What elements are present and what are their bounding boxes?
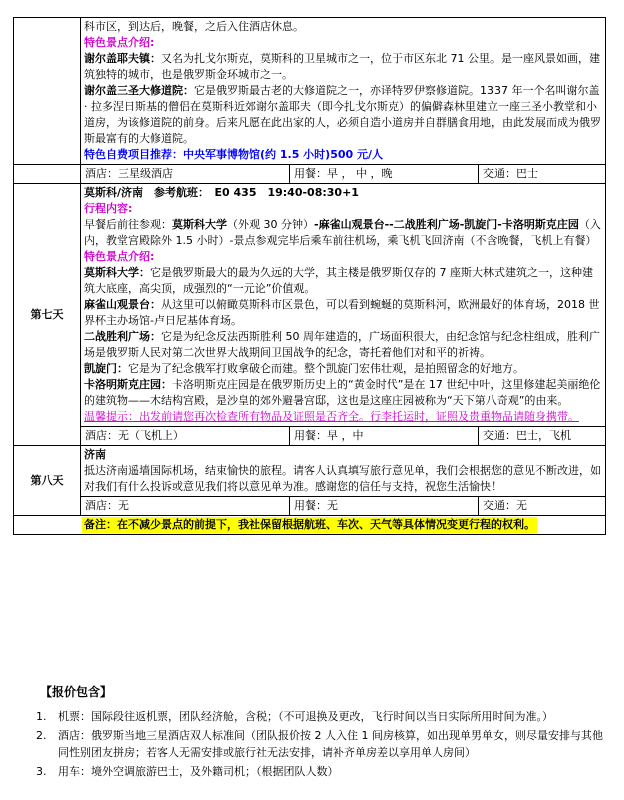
- optional-item: [84, 147, 602, 163]
- day7-info-row: [14, 427, 606, 446]
- day8-info-row: [14, 497, 606, 516]
- meal-info: 用餐：无: [290, 497, 479, 515]
- day6-line1: 科市区，到达后，晚餐，之后入住酒店休息。: [84, 20, 304, 33]
- day7-content: [81, 184, 606, 427]
- hotel-info: 酒店：无: [81, 497, 290, 515]
- list-item: 2. 酒店：俄罗斯当地三星酒店双人标准间（团队报价按 2 人入住 1 间房核算，如出现单男单女，则尽量安排与其他同性别团友拼房；若客人无需安排或旅行社无法安排，请补齐单房差以享用单人房间）: [36, 729, 603, 759]
- day7-schedule: 早餐后前往参观：莫斯科大学（外观 30 分钟）-麻雀山观景台--二战胜利广场-凯旋门-卡洛明斯克庄园（入内，教堂宫殿除外 1.5 小时）-景点参观完毕后乘车前往机场，乘飞机飞回济南（不含晚餐，飞机上有餐）: [84, 218, 601, 247]
- spots-title: 特色景点介绍:: [84, 36, 155, 49]
- spots-title: 特色景点介绍:: [84, 250, 155, 263]
- day7-route: 莫斯科/济南 参考航班： E0 435 19:40-08:30+1: [84, 186, 359, 199]
- content-title: 行程内容:: [84, 202, 133, 215]
- spot-sparrow-hills: 麻雀山观景台：从这里可以俯瞰莫斯科市区景色，可以看到蜿蜒的莫斯科河，欧洲最好的体育场，2018 世界杯主办场馆-卢日尼基体育场。: [84, 298, 600, 327]
- spot-trinity-lavra: [84, 83, 602, 147]
- hotel-info: 酒店：三星级酒店: [81, 165, 290, 183]
- day6-content: [81, 18, 606, 165]
- day8-label: 第八天: [14, 446, 81, 516]
- spot-sergiev-posad: [84, 51, 602, 83]
- spot-name: 谢尔盖耶夫镇：: [84, 52, 161, 65]
- transport-info: 交通：巴士，飞机: [483, 429, 571, 442]
- day7-row: [14, 184, 606, 427]
- optional-label: 特色自费项目推荐：: [84, 148, 183, 161]
- spot-text: 又名为扎戈尔斯克，莫斯科的卫星城市之一，位于市区东北 71 公里。是一座风景如画，建筑独特的城市，也是俄罗斯金环城市之一。: [84, 52, 600, 81]
- itinerary-table: [13, 17, 606, 535]
- spot-msu: 莫斯科大学：它是俄罗斯最大的最为久远的大学，其主楼是俄罗斯仅存的 7 座斯大林式建筑之一，这种建筑大底座，高尖顶，成强烈的“一元论”价值观。: [84, 266, 593, 295]
- change-note: 备注：在不减少景点的前提下，我社保留根据航班、车次、天气等具体情况变更行程的权利。: [84, 518, 535, 531]
- meal-info: 用餐：早 ， 中 ，晚: [290, 165, 479, 183]
- spot-kolomenskoye: 卡洛明斯克庄园：卡洛明斯克庄园是在俄罗斯历史上的“黄金时代”是在 17 世纪中叶，这里修建起美丽绝伦的建筑物——木结构宫殿，是沙皇的郊外避暑宫邸，这也是这座庄园被称为“天下第八奇观”的由来。: [84, 378, 601, 407]
- transport-info: 交通：无: [483, 499, 527, 512]
- spot-victory-park: 二战胜利广场：它是为纪念反法西斯胜利 50 周年建造的，广场面积很大，由纪念馆与纪念柱组成，胜利广场是俄罗斯人民对第二次世界大战期间卫国战争的纪念，寄托着他们对和平的祈祷。: [84, 330, 600, 359]
- price-included-list: [36, 708, 606, 782]
- meal-info: 用餐：早 ，中: [290, 427, 479, 445]
- day7-label: 第七天: [14, 184, 81, 446]
- travel-tip: 温馨提示：出发前请您再次检查所有物品及证照是否齐全。行李托运时，证照及贵重物品请随身携带。: [84, 410, 579, 423]
- transport-info: 交通：巴士: [483, 167, 538, 180]
- price-included-title: 【报价包含】: [40, 685, 113, 699]
- day8-city: 济南: [84, 448, 106, 461]
- spot-triumphal-arch: 凯旋门：它是为了纪念俄军打败拿破仑而建。整个凯旋门宏伟壮观，是拍照留念的好地方。: [84, 362, 524, 375]
- spot-text: 它是俄罗斯最古老的大修道院之一，亦译特罗伊察修道院。1337 年一个名叫谢尔盖 · 拉多涅日斯基的僧侣在莫斯科近郊谢尔盖耶夫（即今扎戈尔斯克）的偏僻森林里建立一座三圣小教堂和小道房，为该修道院的前身。后来凡愿在此出家的人，必须自造小道房并自群膳食用地，由此发展而成为俄罗斯最富有的大修道院。: [84, 84, 601, 145]
- day8-text: 抵达济南遥墙国际机场，结束愉快的旅程。请客人认真填写旅行意见单，我们会根据您的意见不断改进，如对我们有什么投诉或意见我们将以意见单为准。感谢您的信任与支持，祝您生活愉快！: [84, 464, 601, 493]
- list-item: 3. 用车：境外空调旅游巴士，及外籍司机；（根据团队人数）: [36, 765, 339, 778]
- day6-info-row: [14, 165, 606, 184]
- day6-row: [14, 18, 606, 165]
- spot-name: 谢尔盖三圣大修道院：: [84, 84, 194, 97]
- day6-label-cell: [14, 18, 81, 165]
- day8-row: [14, 446, 606, 497]
- list-item: 1. 机票：国际段往返机票，团队经济舱，含税；（不可退换及更改，飞行时间以当日实际所用时间为准。）: [36, 710, 553, 723]
- optional-text: 中央军事博物馆(约 1.5 小时)500 元/人: [183, 148, 384, 161]
- note-row: [14, 516, 606, 535]
- hotel-info: 酒店：无（飞机上）: [81, 427, 290, 445]
- day8-content: [81, 446, 606, 497]
